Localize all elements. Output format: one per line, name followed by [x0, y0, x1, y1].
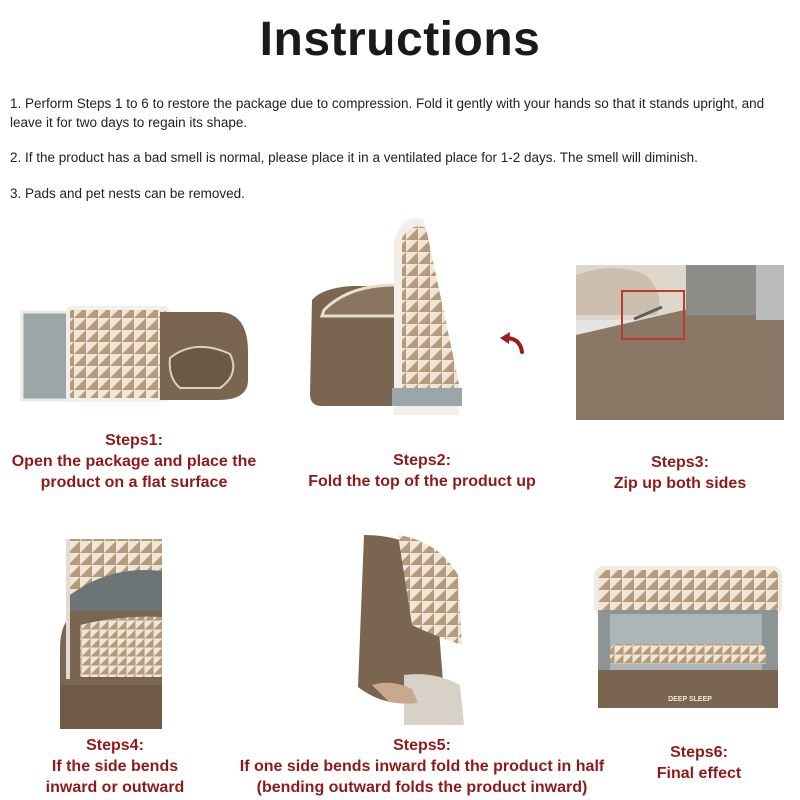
step6-caption — [604, 742, 794, 784]
step2-caption — [286, 450, 558, 492]
step6-text-line1: Final effect — [656, 765, 742, 782]
step1-text-line1: Open the package and place the — [11, 453, 257, 470]
step4-text-line2: inward or outward — [45, 779, 185, 796]
step5-text-line1: If one side bends inward fold the product in half — [239, 758, 605, 775]
step6-photo — [592, 560, 784, 710]
step4-label: Steps4: — [86, 737, 144, 754]
step3-text-line1: Zip up both sides — [613, 475, 747, 492]
step6-label: Steps6: — [670, 744, 728, 761]
step3-photo — [576, 265, 784, 420]
step1-photo — [20, 300, 250, 410]
step3-label: Steps3: — [651, 454, 709, 471]
curved-arrow-icon — [496, 330, 526, 356]
step4-caption — [20, 735, 210, 798]
page-title: Instructions — [259, 13, 541, 66]
step1-text-line2: product on a flat surface — [40, 474, 228, 491]
step2-text-line1: Fold the top of the product up — [308, 473, 536, 490]
step5-caption — [220, 735, 624, 798]
step1-label: Steps1: — [105, 432, 163, 449]
brand-mark: DEEP SLEEP — [668, 696, 712, 703]
step4-photo — [50, 535, 162, 730]
step3-caption — [576, 452, 784, 494]
step4-text-line1: If the side bends — [51, 758, 179, 775]
instruction-note-1: 1. Perform Steps 1 to 6 to restore the package due to compression. Fold it gently with your hands so that it stands upright, and leave it for two days to regain its shape. — [10, 96, 765, 130]
instruction-note-2: 2. If the product has a bad smell is normal, please place it in a ventilated place for 1-2 days. The smell will diminish. — [10, 150, 698, 165]
step5-text-line2: (bending outward folds the product inward) — [256, 779, 588, 796]
step5-label: Steps5: — [393, 737, 451, 754]
instruction-note-3: 3. Pads and pet nests can be removed. — [10, 186, 245, 201]
step5-photo — [344, 535, 464, 730]
step2-photo — [304, 210, 504, 415]
step1-caption — [0, 430, 268, 493]
step2-label: Steps2: — [393, 452, 451, 469]
